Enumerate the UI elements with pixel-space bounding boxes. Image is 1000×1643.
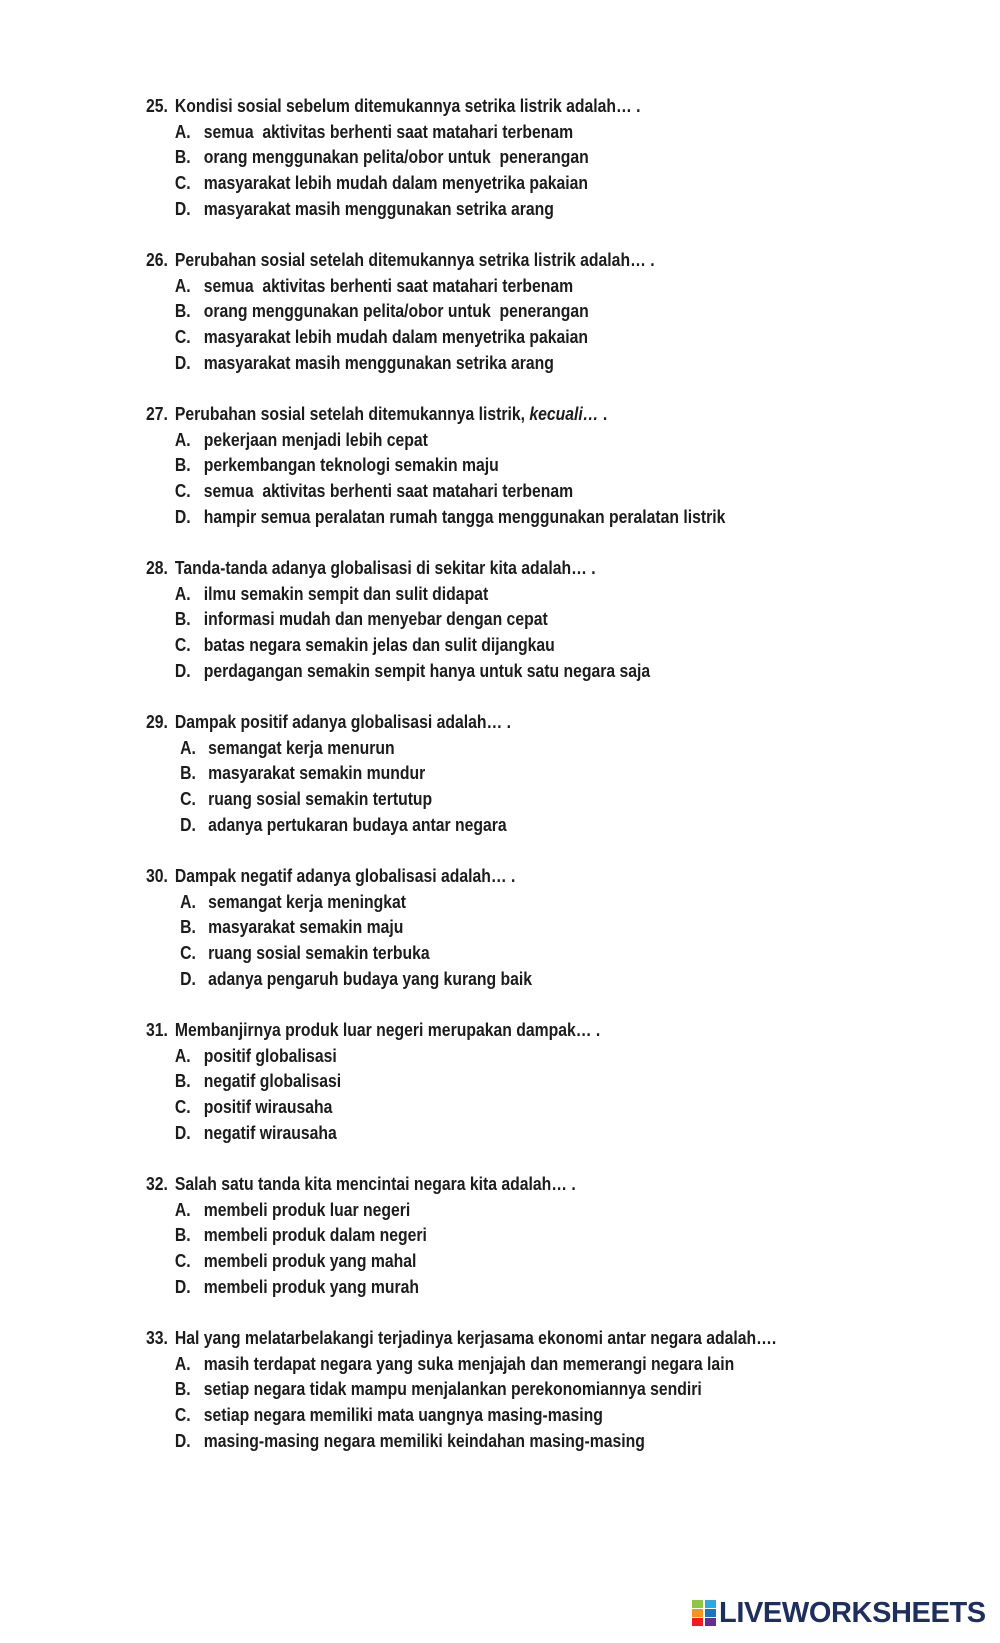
option-a: [146, 274, 811, 300]
option-text: ruang sosial semakin terbuka: [208, 943, 430, 964]
question-29: [146, 710, 811, 838]
question-stem: [146, 864, 811, 890]
option-a: [146, 890, 811, 916]
question-stem: [146, 1172, 811, 1198]
option-text: batas negara semakin jelas dan sulit dijangkau: [203, 635, 555, 656]
question-number: 25.: [146, 96, 168, 116]
option-letter: A.: [174, 1199, 191, 1220]
question-text: Kondisi sosial sebelum ditemukannya setrika listrik adalah… .: [174, 96, 641, 116]
question-number: 31.: [146, 1020, 168, 1040]
option-text: negatif globalisasi: [203, 1071, 342, 1092]
option-letter: C.: [174, 173, 191, 194]
option-letter: A.: [180, 891, 196, 912]
option-d: [146, 1429, 811, 1455]
question-text: Dampak positif adanya globalisasi adalah… .: [174, 712, 511, 732]
option-letter: D.: [174, 1276, 191, 1297]
option-text: orang menggunakan pelita/obor untuk penerangan: [203, 147, 589, 168]
question-text: [175, 402, 607, 428]
question-text: Hal yang melatarbelakangi terjadinya kerjasama ekonomi antar negara adalah….: [174, 1328, 777, 1348]
question-28: [146, 556, 811, 684]
option-c: [146, 1249, 811, 1275]
question-stem: [146, 556, 811, 582]
option-d: [146, 813, 811, 839]
option-letter: D.: [180, 814, 196, 835]
option-b: [146, 299, 811, 325]
option-text: adanya pengaruh budaya yang kurang baik: [208, 968, 532, 989]
option-text: membeli produk dalam negeri: [203, 1225, 427, 1246]
option-letter: B.: [174, 1071, 191, 1092]
option-letter: C.: [174, 1097, 191, 1118]
option-c: [146, 171, 811, 197]
option-letter: D.: [174, 352, 191, 373]
option-text: masyarakat lebih mudah dalam menyetrika pakaian: [203, 173, 589, 194]
option-text: ilmu semakin sempit dan sulit didapat: [203, 583, 489, 604]
option-text: membeli produk yang mahal: [203, 1251, 417, 1272]
option-text: masyarakat semakin mundur: [208, 763, 426, 784]
question-31: [146, 1018, 811, 1146]
logo-tile: [692, 1600, 703, 1608]
option-letter: B.: [174, 455, 191, 476]
option-letter: A.: [180, 737, 196, 758]
question-number: 32.: [146, 1174, 168, 1194]
option-text: pekerjaan menjadi lebih cepat: [203, 429, 428, 450]
option-c: [146, 1403, 811, 1429]
liveworksheets-logo: [692, 1598, 986, 1628]
option-letter: C.: [174, 1405, 191, 1426]
question-stem: [146, 402, 811, 428]
option-text: semua aktivitas berhenti saat matahari terbenam: [203, 275, 574, 296]
option-letter: D.: [180, 968, 196, 989]
option-b: [146, 1069, 811, 1095]
question-text-main: Perubahan sosial setelah ditemukannya listrik,: [174, 404, 530, 424]
option-letter: C.: [174, 481, 191, 502]
option-c: [146, 633, 811, 659]
option-letter: C.: [180, 943, 196, 964]
option-b: [146, 145, 811, 171]
question-26: [146, 248, 811, 376]
question-number: 27.: [146, 404, 168, 424]
option-letter: A.: [174, 429, 191, 450]
option-text: masing-masing negara memiliki keindahan masing-masing: [203, 1430, 645, 1451]
question-stem: [146, 1018, 811, 1044]
option-a: [146, 1352, 811, 1378]
question-30: [146, 864, 811, 992]
option-text: setiap negara tidak mampu menjalankan perekonomiannya sendiri: [203, 1379, 702, 1400]
option-a: [146, 1198, 811, 1224]
option-d: [146, 1121, 811, 1147]
option-letter: B.: [180, 917, 196, 938]
option-d: [146, 197, 811, 223]
option-a: [146, 582, 811, 608]
option-text: positif globalisasi: [203, 1045, 337, 1066]
option-text: masih terdapat negara yang suka menjajah dan memerangi negara lain: [203, 1353, 735, 1374]
option-text: membeli produk yang murah: [203, 1276, 420, 1297]
option-a: [146, 120, 811, 146]
option-a: [146, 1044, 811, 1070]
option-b: [146, 607, 811, 633]
option-text: semangat kerja menurun: [208, 737, 395, 758]
option-text: semua aktivitas berhenti saat matahari terbenam: [203, 121, 574, 142]
option-letter: A.: [174, 275, 191, 296]
option-text: semangat kerja meningkat: [208, 891, 406, 912]
option-letter: A.: [174, 121, 191, 142]
option-text: masyarakat semakin maju: [208, 917, 404, 938]
question-number: 28.: [146, 558, 168, 578]
logo-tile: [692, 1618, 703, 1626]
question-text: Dampak negatif adanya globalisasi adalah… .: [174, 866, 516, 886]
option-text: ruang sosial semakin tertutup: [208, 789, 433, 810]
option-letter: A.: [174, 583, 191, 604]
question-32: [146, 1172, 811, 1300]
question-text-emphasis: kecuali…: [529, 404, 599, 424]
option-letter: B.: [174, 301, 191, 322]
option-c: [146, 1095, 811, 1121]
option-text: masyarakat lebih mudah dalam menyetrika pakaian: [203, 327, 589, 348]
question-text: Membanjirnya produk luar negeri merupakan dampak… .: [174, 1020, 601, 1040]
option-a: [146, 428, 811, 454]
option-letter: A.: [174, 1353, 191, 1374]
option-letter: C.: [174, 327, 191, 348]
option-b: [146, 761, 811, 787]
logo-text: LIVEWORKSHEETS: [719, 1597, 986, 1629]
option-text: perdagangan semakin sempit hanya untuk satu negara saja: [203, 660, 651, 681]
question-text: Tanda-tanda adanya globalisasi di sekitar kita adalah… .: [174, 558, 596, 578]
option-a: [146, 736, 811, 762]
option-text: adanya pertukaran budaya antar negara: [208, 814, 507, 835]
option-d: [146, 351, 811, 377]
question-stem: [146, 248, 811, 274]
option-text: informasi mudah dan menyebar dengan cepat: [203, 609, 548, 630]
option-letter: D.: [174, 660, 191, 681]
option-text: setiap negara memiliki mata uangnya masing-masing: [203, 1405, 603, 1426]
option-letter: C.: [174, 635, 191, 656]
option-letter: D.: [174, 198, 191, 219]
option-d: [146, 1275, 811, 1301]
option-letter: B.: [174, 147, 191, 168]
question-stem: [146, 1326, 811, 1352]
option-c: [146, 325, 811, 351]
option-c: [146, 787, 811, 813]
option-letter: B.: [180, 763, 196, 784]
option-c: [146, 941, 811, 967]
question-number: 29.: [146, 712, 168, 732]
question-27: [146, 402, 811, 530]
option-letter: D.: [174, 1122, 191, 1143]
liveworksheets-tiles-icon: [692, 1600, 716, 1626]
option-text: orang menggunakan pelita/obor untuk penerangan: [203, 301, 589, 322]
option-b: [146, 915, 811, 941]
logo-tile: [692, 1609, 703, 1617]
question-number: 26.: [146, 250, 168, 270]
question-stem: [146, 94, 811, 120]
question-text: Perubahan sosial setelah ditemukannya setrika listrik adalah… .: [174, 250, 655, 270]
question-stem: [146, 710, 811, 736]
question-25: [146, 94, 811, 222]
question-text-end: .: [598, 404, 608, 424]
question-text: Salah satu tanda kita mencintai negara kita adalah… .: [174, 1174, 576, 1194]
option-b: [146, 453, 811, 479]
option-text: negatif wirausaha: [203, 1122, 337, 1143]
logo-tile: [705, 1609, 716, 1617]
option-b: [146, 1377, 811, 1403]
option-c: [146, 479, 811, 505]
option-letter: C.: [180, 789, 196, 810]
option-d: [146, 659, 811, 685]
option-letter: B.: [174, 609, 191, 630]
question-number: 33.: [146, 1328, 168, 1348]
question-33: [146, 1326, 811, 1454]
option-text: perkembangan teknologi semakin maju: [203, 455, 499, 476]
option-text: membeli produk luar negeri: [203, 1199, 411, 1220]
option-letter: C.: [174, 1251, 191, 1272]
option-b: [146, 1223, 811, 1249]
question-number: 30.: [146, 866, 168, 886]
option-letter: B.: [174, 1225, 191, 1246]
option-letter: B.: [174, 1379, 191, 1400]
option-letter: D.: [174, 1430, 191, 1451]
logo-tile: [705, 1618, 716, 1626]
option-text: masyarakat masih menggunakan setrika arang: [203, 352, 554, 373]
option-text: masyarakat masih menggunakan setrika arang: [203, 198, 554, 219]
logo-tile: [705, 1600, 716, 1608]
option-letter: A.: [174, 1045, 191, 1066]
option-d: [146, 967, 811, 993]
option-text: hampir semua peralatan rumah tangga menggunakan peralatan listrik: [203, 506, 726, 527]
option-text: semua aktivitas berhenti saat matahari terbenam: [203, 481, 574, 502]
option-letter: D.: [174, 506, 191, 527]
option-d: [146, 505, 811, 531]
option-text: positif wirausaha: [203, 1097, 333, 1118]
